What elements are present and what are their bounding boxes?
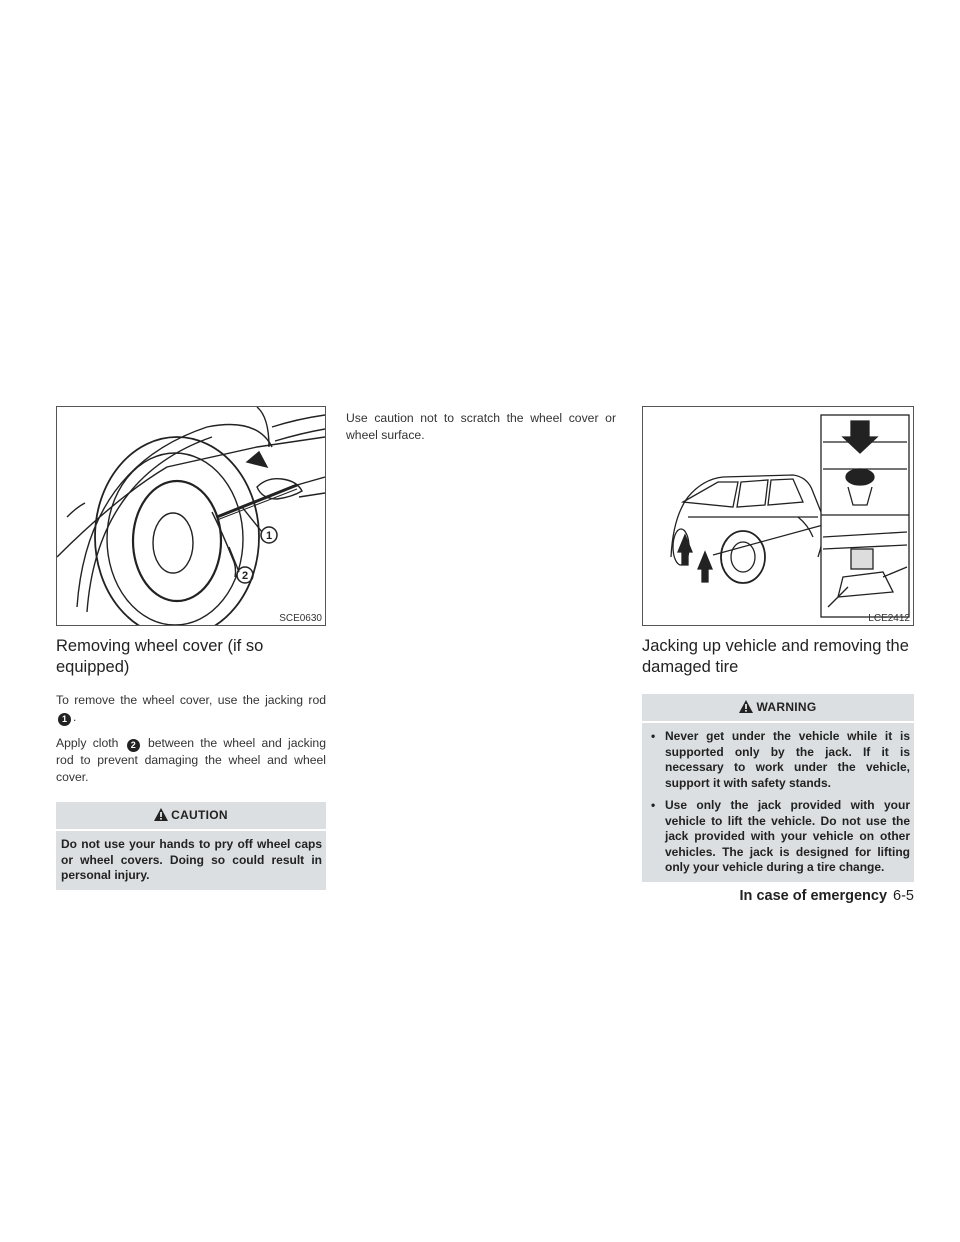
left-column	[56, 406, 326, 890]
paragraph-text: Apply cloth	[56, 736, 119, 750]
paragraph-jacking-rod	[56, 692, 326, 726]
caution-header	[56, 802, 326, 831]
warning-body	[642, 723, 914, 882]
page-number: 6-5	[893, 888, 914, 904]
paragraph-apply-cloth	[56, 735, 326, 786]
figure-code: LCE2412	[868, 613, 910, 624]
item-number-2: 2	[127, 739, 140, 752]
warning-title: WARNING	[756, 700, 817, 714]
jacking-illustration	[643, 407, 913, 625]
wheel-cover-illustration	[57, 407, 325, 625]
caution-title: CAUTION	[171, 808, 228, 822]
callout-2	[237, 567, 253, 583]
warning-list	[647, 729, 910, 876]
section-heading-jacking: Jacking up vehicle and removing the damaged tire	[642, 637, 909, 676]
paragraph-use-caution: Use caution not to scratch the wheel cover or wheel surface.	[346, 411, 616, 442]
right-column	[642, 406, 914, 882]
bullet: •	[651, 798, 656, 812]
warning-item-text: Use only the jack provided with your vehicle to lift the vehicle. Do not use the jack provided with your vehicle on other vehicles. The jack is designed for lifting only your vehicle during a tire change.	[665, 798, 910, 874]
section-heading-wheel-cover: Removing wheel cover (if so equipped)	[56, 637, 264, 676]
paragraph-text: To remove the wheel cover, use the jacking rod	[56, 693, 326, 707]
middle-column	[346, 410, 616, 453]
warning-triangle-icon	[739, 700, 753, 713]
paragraph-text: between the wheel and jacking rod to prevent damaging the wheel and wheel cover.	[56, 736, 326, 784]
wheel-cover-figure	[56, 406, 326, 626]
svg-text:2: 2	[241, 570, 249, 582]
warning-box	[642, 694, 914, 882]
caution-text: Do not use your hands to pry off wheel caps or wheel covers. Doing so could result in personal injury.	[61, 837, 322, 882]
warning-item	[647, 798, 910, 876]
item-number-1: 1	[58, 713, 71, 726]
warning-item-text: Never get under the vehicle while it is supported only by the jack. If it is necessary to work under the vehicle, support it with safety stands.	[665, 729, 910, 790]
svg-text:1: 1	[265, 530, 273, 542]
bullet: •	[651, 729, 656, 743]
figure-code: SCE0630	[279, 613, 322, 624]
warning-triangle-icon	[154, 808, 168, 821]
paragraph-text: .	[73, 710, 77, 724]
jacking-figure	[642, 406, 914, 626]
warning-header	[642, 694, 914, 723]
warning-item	[647, 729, 910, 791]
page-footer	[740, 888, 914, 904]
callout-1	[261, 527, 277, 543]
footer-section-title: In case of emergency	[739, 888, 888, 904]
caution-box	[56, 802, 326, 890]
